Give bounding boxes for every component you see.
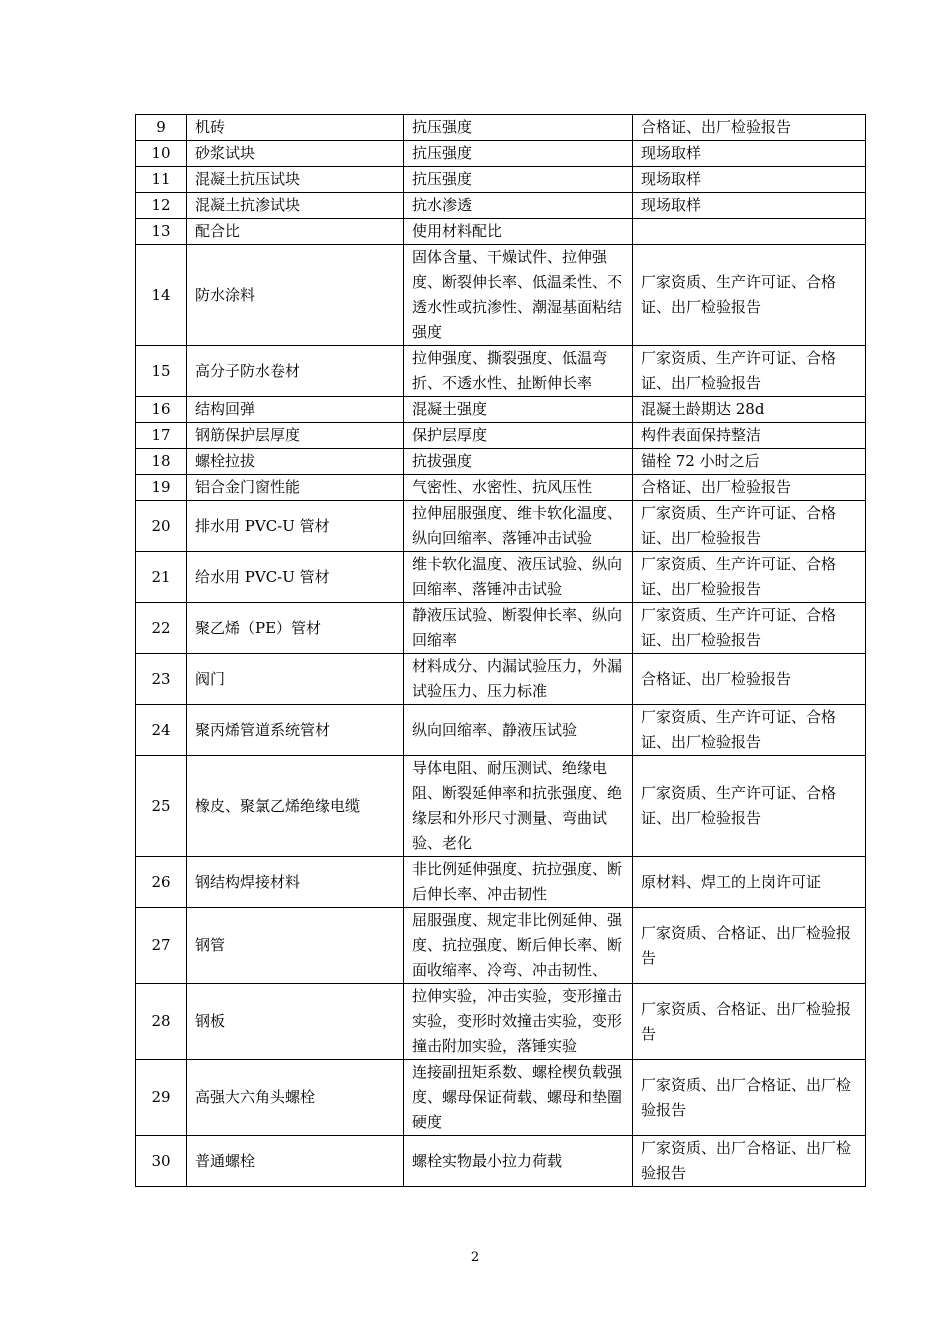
test-items-cell: 纵向回缩率、静液压试验 — [404, 705, 633, 756]
row-number-cell: 19 — [136, 475, 187, 501]
test-items-cell: 抗水渗透 — [404, 193, 633, 219]
table-row — [136, 219, 866, 245]
material-name-cell: 钢板 — [187, 984, 404, 1060]
requirement-cell: 原材料、焊工的上岗许可证 — [633, 857, 866, 908]
test-items-cell: 保护层厚度 — [404, 423, 633, 449]
table-row — [136, 501, 866, 552]
test-items-cell: 抗压强度 — [404, 141, 633, 167]
requirement-cell: 厂家资质、生产许可证、合格证、出厂检验报告 — [633, 245, 866, 346]
material-name-cell: 阀门 — [187, 654, 404, 705]
page-number: 2 — [470, 1250, 480, 1265]
material-name-cell: 铝合金门窗性能 — [187, 475, 404, 501]
row-number-cell: 14 — [136, 245, 187, 346]
test-items-cell: 抗拔强度 — [404, 449, 633, 475]
test-items-cell: 屈服强度、规定非比例延伸、强度、抗拉强度、断后伸长率、断面收缩率、冷弯、冲击韧性、 — [404, 908, 633, 984]
test-items-cell: 抗压强度 — [404, 167, 633, 193]
test-items-cell: 拉伸屈服强度、维卡软化温度、纵向回缩率、落锤冲击试验 — [404, 501, 633, 552]
row-number-cell: 28 — [136, 984, 187, 1060]
table-row — [136, 1136, 866, 1187]
requirement-cell: 厂家资质、出厂合格证、出厂检验报告 — [633, 1136, 866, 1187]
requirement-cell: 现场取样 — [633, 141, 866, 167]
test-items-cell: 使用材料配比 — [404, 219, 633, 245]
table-row — [136, 908, 866, 984]
row-number-cell: 26 — [136, 857, 187, 908]
requirement-cell: 合格证、出厂检验报告 — [633, 654, 866, 705]
row-number-cell: 11 — [136, 167, 187, 193]
table-row — [136, 984, 866, 1060]
test-items-cell: 气密性、水密性、抗风压性 — [404, 475, 633, 501]
row-number-cell: 27 — [136, 908, 187, 984]
row-number-cell: 21 — [136, 552, 187, 603]
material-name-cell: 聚乙烯（PE）管材 — [187, 603, 404, 654]
row-number-cell: 17 — [136, 423, 187, 449]
table-row — [136, 167, 866, 193]
material-name-cell: 结构回弹 — [187, 397, 404, 423]
material-name-cell: 钢管 — [187, 908, 404, 984]
material-name-cell: 排水用 PVC-U 管材 — [187, 501, 404, 552]
material-name-cell: 螺栓拉拔 — [187, 449, 404, 475]
test-items-cell: 导体电阻、耐压测试、绝缘电阻、断裂延伸率和抗张强度、绝缘层和外形尺寸测量、弯曲试验、老化 — [404, 756, 633, 857]
test-items-cell: 维卡软化温度、液压试验、纵向回缩率、落锤冲击试验 — [404, 552, 633, 603]
test-items-cell: 混凝土强度 — [404, 397, 633, 423]
table-row — [136, 705, 866, 756]
requirement-cell: 现场取样 — [633, 167, 866, 193]
row-number-cell: 22 — [136, 603, 187, 654]
test-items-cell: 连接副扭矩系数、螺栓楔负载强度、螺母保证荷载、螺母和垫圈硬度 — [404, 1060, 633, 1136]
material-name-cell: 高强大六角头螺栓 — [187, 1060, 404, 1136]
table-row — [136, 115, 866, 141]
material-name-cell: 给水用 PVC-U 管材 — [187, 552, 404, 603]
requirement-cell: 锚栓 72 小时之后 — [633, 449, 866, 475]
test-items-cell: 静液压试验、断裂伸长率、纵向回缩率 — [404, 603, 633, 654]
material-name-cell: 防水涂料 — [187, 245, 404, 346]
row-number-cell: 12 — [136, 193, 187, 219]
inspection-table — [135, 114, 866, 1187]
table-row — [136, 475, 866, 501]
row-number-cell: 13 — [136, 219, 187, 245]
requirement-cell: 厂家资质、合格证、出厂检验报告 — [633, 984, 866, 1060]
test-items-cell: 拉伸实验，冲击实验，变形撞击实验，变形时效撞击实验，变形撞击附加实验，落锤实验 — [404, 984, 633, 1060]
table-row — [136, 193, 866, 219]
test-items-cell: 固体含量、干燥试件、拉伸强度、断裂伸长率、低温柔性、不透水性或抗渗性、潮湿基面粘结强度 — [404, 245, 633, 346]
row-number-cell: 24 — [136, 705, 187, 756]
table-row — [136, 423, 866, 449]
row-number-cell: 25 — [136, 756, 187, 857]
material-name-cell: 高分子防水卷材 — [187, 346, 404, 397]
table-row — [136, 654, 866, 705]
row-number-cell: 23 — [136, 654, 187, 705]
row-number-cell: 9 — [136, 115, 187, 141]
table-row — [136, 449, 866, 475]
table-row — [136, 245, 866, 346]
requirement-cell: 厂家资质、生产许可证、合格证、出厂检验报告 — [633, 346, 866, 397]
material-name-cell: 砂浆试块 — [187, 141, 404, 167]
requirement-cell: 厂家资质、生产许可证、合格证、出厂检验报告 — [633, 552, 866, 603]
table-row — [136, 552, 866, 603]
material-name-cell: 橡皮、聚氯乙烯绝缘电缆 — [187, 756, 404, 857]
table-body — [136, 115, 866, 1187]
requirement-cell: 混凝土龄期达 28d — [633, 397, 866, 423]
test-items-cell: 抗压强度 — [404, 115, 633, 141]
test-items-cell: 螺栓实物最小拉力荷载 — [404, 1136, 633, 1187]
row-number-cell: 15 — [136, 346, 187, 397]
test-items-cell: 非比例延伸强度、抗拉强度、断后伸长率、冲击韧性 — [404, 857, 633, 908]
requirement-cell: 厂家资质、出厂合格证、出厂检验报告 — [633, 1060, 866, 1136]
requirement-cell: 厂家资质、生产许可证、合格证、出厂检验报告 — [633, 501, 866, 552]
row-number-cell: 29 — [136, 1060, 187, 1136]
material-name-cell: 机砖 — [187, 115, 404, 141]
row-number-cell: 30 — [136, 1136, 187, 1187]
requirement-cell: 厂家资质、生产许可证、合格证、出厂检验报告 — [633, 705, 866, 756]
material-name-cell: 配合比 — [187, 219, 404, 245]
material-name-cell: 普通螺栓 — [187, 1136, 404, 1187]
row-number-cell: 10 — [136, 141, 187, 167]
table-row — [136, 1060, 866, 1136]
requirement-cell: 构件表面保持整洁 — [633, 423, 866, 449]
table-row — [136, 603, 866, 654]
row-number-cell: 20 — [136, 501, 187, 552]
table-row — [136, 141, 866, 167]
requirement-cell — [633, 219, 866, 245]
row-number-cell: 16 — [136, 397, 187, 423]
table-row — [136, 857, 866, 908]
material-name-cell: 钢筋保护层厚度 — [187, 423, 404, 449]
table-row — [136, 346, 866, 397]
requirement-cell: 厂家资质、生产许可证、合格证、出厂检验报告 — [633, 756, 866, 857]
material-name-cell: 混凝土抗压试块 — [187, 167, 404, 193]
row-number-cell: 18 — [136, 449, 187, 475]
material-name-cell: 聚丙烯管道系统管材 — [187, 705, 404, 756]
requirement-cell: 合格证、出厂检验报告 — [633, 115, 866, 141]
test-items-cell: 拉伸强度、撕裂强度、低温弯折、不透水性、扯断伸长率 — [404, 346, 633, 397]
table-row — [136, 397, 866, 423]
requirement-cell: 厂家资质、生产许可证、合格证、出厂检验报告 — [633, 603, 866, 654]
material-name-cell: 钢结构焊接材料 — [187, 857, 404, 908]
requirement-cell: 合格证、出厂检验报告 — [633, 475, 866, 501]
material-name-cell: 混凝土抗渗试块 — [187, 193, 404, 219]
requirement-cell: 厂家资质、合格证、出厂检验报告 — [633, 908, 866, 984]
requirement-cell: 现场取样 — [633, 193, 866, 219]
table-row — [136, 756, 866, 857]
test-items-cell: 材料成分、内漏试验压力，外漏试验压力、压力标准 — [404, 654, 633, 705]
